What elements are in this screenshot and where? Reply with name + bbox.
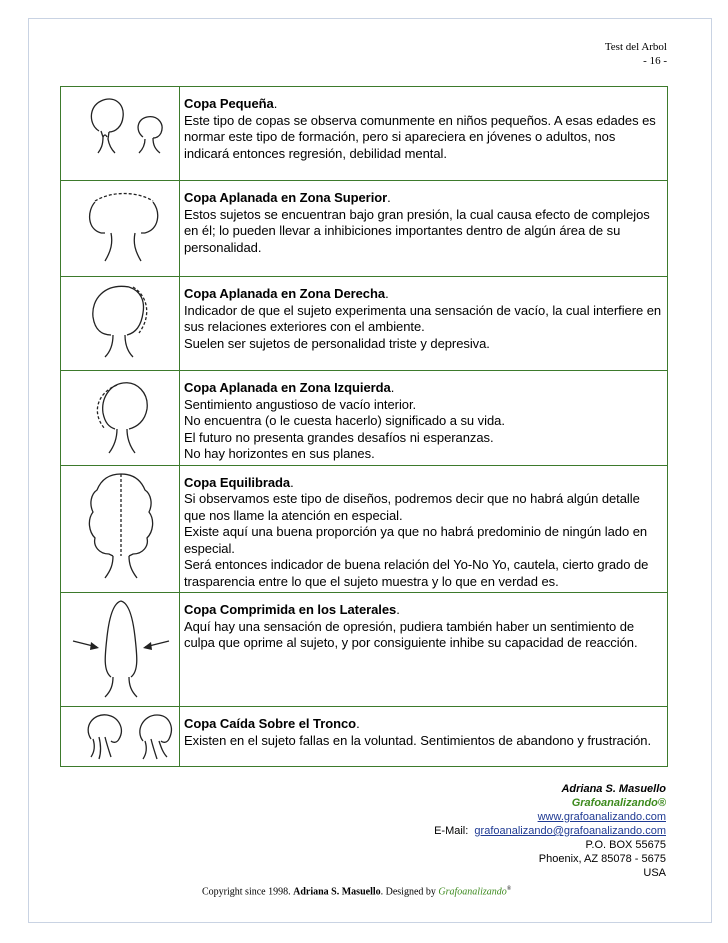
description-line: Existen en el sujeto fallas en la voluntad. Sentimientos de abandono y frustración. [184, 732, 652, 748]
description-cell: Copa Aplanada en Zona Derecha. Indicador de que el sujeto experimenta una sensación de vacío, la cual interfiere en sus relaciones exteriores con el ambiente. Suelen ser sujetos de personalidad triste y depresiva. [180, 277, 668, 371]
row-heading: Copa Equilibrada [184, 474, 291, 490]
description-line: Sentimiento angustioso de vacío interior. [184, 396, 417, 412]
illustration-cell [61, 707, 180, 767]
table-row [61, 277, 668, 371]
email-link[interactable]: grafoanalizando@grafoanalizando.com [474, 825, 666, 837]
illustration-cell [61, 465, 180, 593]
balanced-crown-icon [61, 466, 180, 586]
page-header [605, 40, 667, 68]
table-row [61, 593, 668, 707]
flattened-top-crown-icon [61, 181, 180, 277]
description-line: Existe aquí una buena proporción ya que no habrá predominio de ningún lado en especial. [184, 524, 648, 556]
document-title: Test del Arbol [604, 41, 667, 53]
small-crown-trees-icon [61, 87, 180, 181]
table-row [61, 465, 668, 593]
description-cell: Copa Caída Sobre el Tronco. Existen en el sujeto fallas en la voluntad. Sentimientos de abandono y frustración. [180, 707, 668, 767]
description-cell: Copa Aplanada en Zona Izquierda. Sentimiento angustioso de vacío interior. No encuentra (o le cuesta hacerlo) significado a su vida. El futuro no presenta grandes desafíos ni esperanzas. No hay horizontes en sus planes. [180, 371, 668, 466]
description-cell: Copa Aplanada en Zona Superior. Estos sujetos se encuentran bajo gran presión, la cual causa efecto de complejos en él; lo pueden llevar a inhibiciones importantes dentro de algún área de su personalidad. [180, 181, 668, 277]
email-line [434, 824, 666, 838]
website-link[interactable]: www.grafoanalizando.com [537, 811, 666, 823]
description-line: No hay horizontes en sus planes. [184, 446, 375, 461]
description-line: Si observamos este tipo de diseños, podremos decir que no habrá algún detalle que nos llame la atención en especial. [184, 491, 640, 523]
tree-crown-table [60, 86, 668, 767]
country: USA [643, 867, 666, 879]
description-line: No encuentra (o le cuesta hacerlo) significado a su vida. [184, 413, 505, 428]
row-heading: Copa Aplanada en Zona Izquierda [184, 380, 391, 395]
description-line: Indicador de que el sujeto experimenta una sensación de vacío, la cual interfiere en sus relaciones exteriores con el ambiente. [184, 302, 662, 334]
table-row [61, 707, 668, 767]
description-line: Este tipo de copas se observa comunmente en niños pequeños. A esas edades es normar este tipo de formación, pero si apareciera en jóvenes o adultos, nos indicará entonces regresión, debilidad mental. [184, 112, 656, 161]
description-line: Estos sujetos se encuentran bajo gran presión, la cual causa efecto de complejos en él; lo pueden llevar a inhibiciones importantes dentro de algún área de su personalidad. [184, 206, 650, 255]
illustration-cell [61, 593, 180, 707]
row-heading: Copa Comprimida en los Laterales [184, 602, 397, 617]
description-cell: Copa Comprimida en los Laterales. Aquí hay una sensación de opresión, pudiera también haber un sentimiento de culpa que oprime al sujeto, y por consiguiente inhibe su capacidad de reacción. [180, 593, 668, 707]
illustration-cell [61, 181, 180, 277]
drooping-crown-trees-icon [61, 707, 180, 767]
copyright-footer: Copyright since 1998. Adriana S. Masuello. Designed by Grafoanalizando® [202, 886, 512, 898]
author-name: Adriana S. Masuello [561, 783, 666, 795]
row-heading: Copa Aplanada en Zona Derecha [184, 286, 386, 301]
table-row [61, 87, 668, 181]
description-cell: Copa Pequeña. Este tipo de copas se observa comunmente en niños pequeños. A esas edades es normar este tipo de formación, pero si apareciera en jóvenes o adultos, nos indicará entonces regresión, debilidad mental. [180, 87, 668, 181]
illustration-cell [61, 277, 180, 371]
description-line: Suelen ser sujetos de personalidad triste y depresiva. [184, 335, 490, 351]
description-line: Será entonces indicador de buena relación del Yo-No Yo, cautela, cierto grado de trasparencia entre lo que el sujeto muestra y lo que en verdad es. [184, 557, 649, 589]
flattened-left-crown-icon [61, 371, 180, 465]
page-number: - 16 - [643, 55, 667, 67]
po-box: P.O. BOX 55675 [585, 839, 666, 851]
row-heading: Copa Aplanada en Zona Superior [184, 190, 388, 205]
table-row [61, 371, 668, 466]
copyright-brand: Grafoanalizando [438, 886, 507, 898]
description-line: Aquí hay una sensación de opresión, pudiera también haber un sentimiento de culpa que oprime al sujeto, y por consiguiente inhibe su capacidad de reacción. [184, 618, 638, 650]
author-signature [434, 782, 666, 880]
description-cell: Copa Equilibrada. Si observamos este tipo de diseños, podremos decir que no habrá algún detalle que nos llame la atención en especial. Existe aquí una buena proporción ya que no habrá predominio de ningún lado en especial. Será entonces indicador de buena relación del Yo-No Yo, cautela, cierto grado de trasparencia entre lo que el sujeto muestra y lo que en verdad es. [180, 465, 668, 593]
flattened-right-crown-icon [61, 277, 180, 371]
brand-name: Grafoanalizando® [571, 797, 666, 809]
row-heading: Copa Pequeña [184, 96, 274, 111]
description-line: El futuro no presenta grandes desafíos ni esperanzas. [184, 429, 494, 445]
illustration-cell [61, 371, 180, 466]
email-label: E-Mail: [434, 825, 469, 837]
row-heading: Copa Caída Sobre el Tronco [184, 716, 357, 731]
table-row [61, 181, 668, 277]
illustration-cell [61, 87, 180, 181]
compressed-crown-icon [61, 593, 180, 707]
copyright-author: Adriana S. Masuello [293, 886, 381, 898]
city-line: Phoenix, AZ 85078 - 5675 [538, 853, 666, 865]
